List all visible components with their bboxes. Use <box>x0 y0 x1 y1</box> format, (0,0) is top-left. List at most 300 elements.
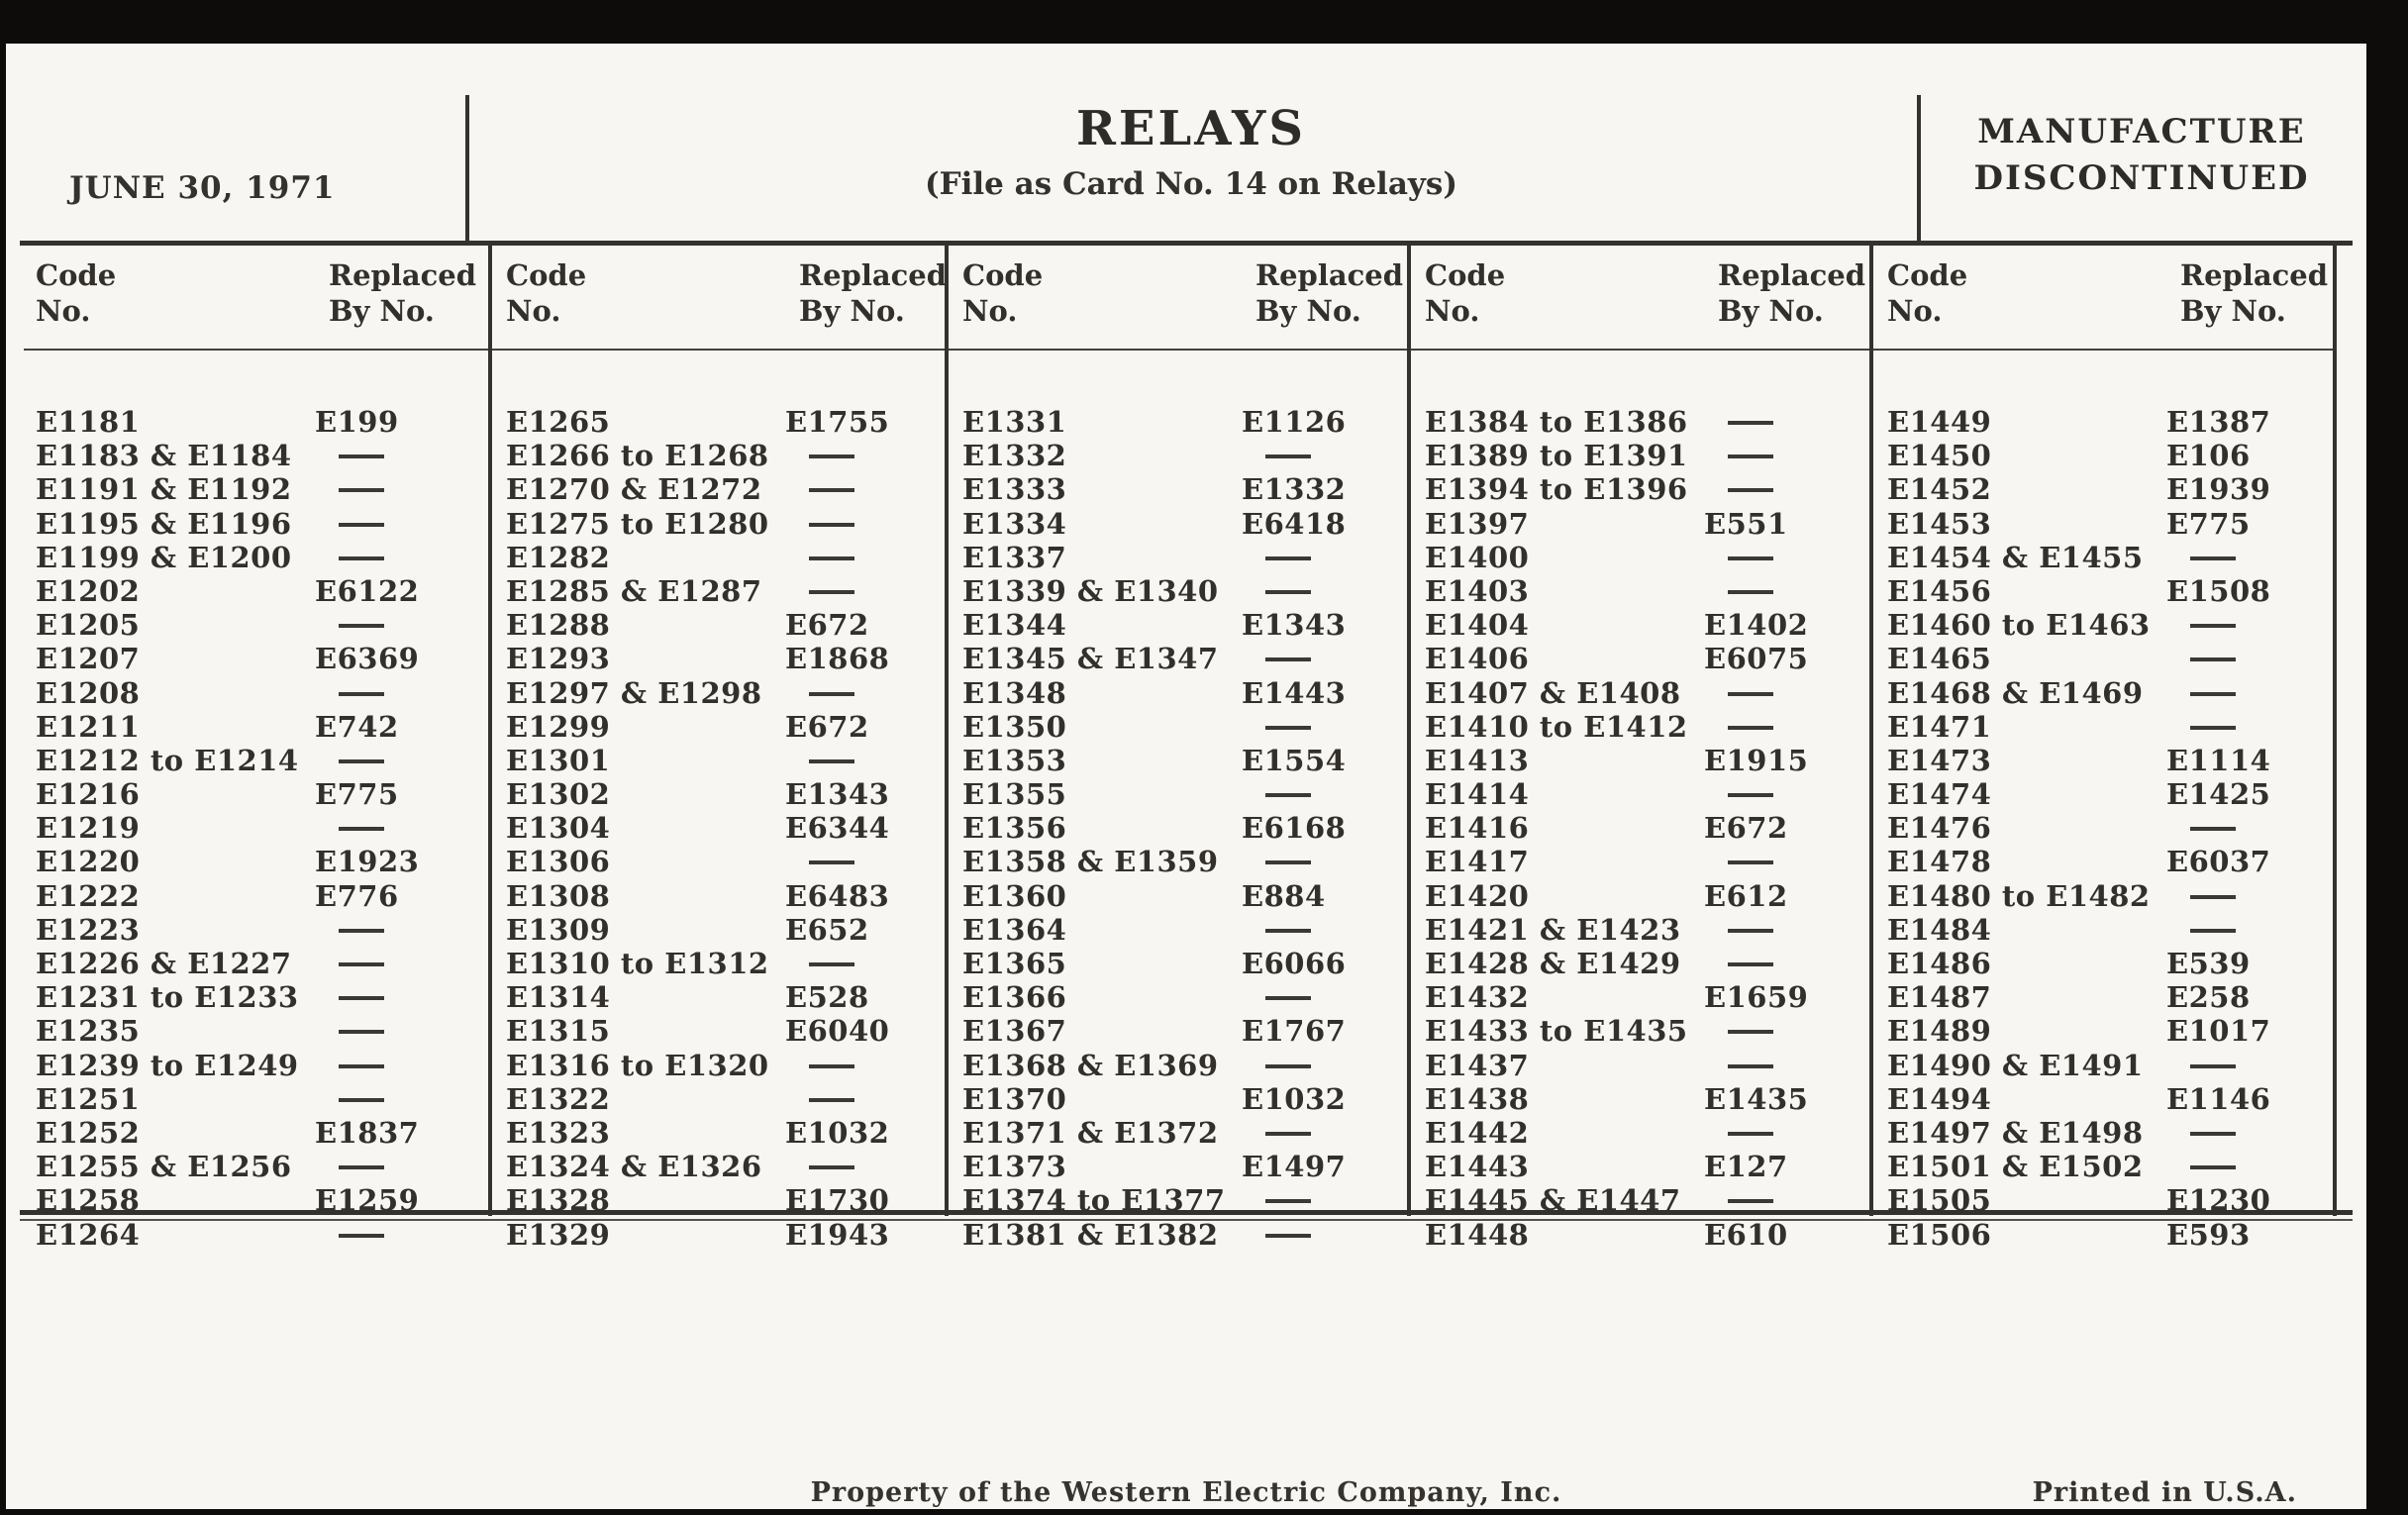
code-no: E1258 <box>36 1183 141 1218</box>
code-no: E1299 <box>506 709 611 744</box>
replaced-by-no: E1146 <box>2166 1081 2271 1116</box>
table-row <box>1425 608 1861 642</box>
table-row <box>36 608 480 642</box>
no-replacement-dash <box>2190 1064 2236 1068</box>
table-row <box>1425 744 1861 777</box>
no-replacement-dash <box>339 929 384 933</box>
code-no: E1314 <box>506 980 611 1015</box>
replaced-by-no <box>1242 980 1311 1014</box>
no-replacement-dash <box>339 827 384 831</box>
replaced-by-no: E1402 <box>1704 608 1809 643</box>
replaced-by-no <box>315 1049 384 1082</box>
table-row <box>506 947 937 980</box>
code-no: E1270 & E1272 <box>506 472 762 507</box>
table-row <box>1425 405 1861 439</box>
code-no: E1365 <box>962 947 1067 980</box>
no-replacement-dash <box>339 454 384 458</box>
no-replacement-dash <box>1265 1234 1311 1238</box>
table-row <box>1887 710 2325 744</box>
replaced-by-no: E1114 <box>2166 743 2271 777</box>
replaced-by-no <box>315 472 384 506</box>
table-row <box>36 507 480 541</box>
replaced-by-header: Replaced By No. <box>1255 258 1404 328</box>
table-row <box>506 1049 937 1082</box>
no-replacement-dash <box>809 860 854 864</box>
replaced-by-no <box>315 676 384 710</box>
code-no: E1465 <box>1887 642 1992 676</box>
status-line-2: DISCONTINUED <box>1973 158 2310 198</box>
no-replacement-dash <box>1265 590 1311 594</box>
no-replacement-dash <box>1265 793 1311 797</box>
replaced-by-no: E1943 <box>785 1217 890 1252</box>
no-replacement-dash <box>1728 1064 1773 1068</box>
no-replacement-dash <box>339 1064 384 1068</box>
code-no: E1216 <box>36 777 141 812</box>
code-no: E1285 & E1287 <box>506 573 762 608</box>
code-no: E1421 & E1423 <box>1425 912 1681 947</box>
replaced-by-no <box>785 507 854 541</box>
table-row <box>962 1082 1399 1116</box>
code-no: E1334 <box>962 506 1067 541</box>
replaced-by-no: E1230 <box>2166 1183 2271 1218</box>
table-row <box>1425 676 1861 710</box>
table-row <box>1887 676 2325 710</box>
replaced-by-no <box>785 439 854 472</box>
replaced-by-no <box>1704 676 1773 710</box>
replaced-by-no: E612 <box>1704 878 1788 913</box>
code-no: E1381 & E1382 <box>962 1217 1219 1252</box>
replaced-by-header: Replaced By No. <box>329 258 477 328</box>
table-row <box>36 947 480 980</box>
code-no: E1473 <box>1887 743 1992 777</box>
table-row <box>1887 913 2325 947</box>
table-row <box>962 947 1399 980</box>
replaced-by-no <box>2166 541 2236 574</box>
table-row <box>506 1082 937 1116</box>
replaced-by-no: E1767 <box>1242 1014 1347 1049</box>
code-no: E1331 <box>962 405 1067 439</box>
code-no: E1501 & E1502 <box>1887 1150 2144 1184</box>
replaced-by-no: E672 <box>785 608 869 643</box>
code-no: E1407 & E1408 <box>1425 675 1681 710</box>
replaced-by-no: E551 <box>1704 506 1788 541</box>
table-row <box>36 1150 480 1183</box>
code-no: E1315 <box>506 1014 611 1049</box>
code-no: E1251 <box>36 1081 141 1116</box>
code-no: E1487 <box>1887 980 1992 1015</box>
replaced-by-no: E1508 <box>2166 573 2271 608</box>
table-row <box>1425 1150 1861 1183</box>
code-no: E1443 <box>1425 1150 1530 1184</box>
replaced-by-no <box>785 676 854 710</box>
replaced-by-no: E776 <box>315 878 399 913</box>
replaced-by-no: E884 <box>1242 878 1326 913</box>
table-row <box>36 1049 480 1082</box>
replaced-by-no: E6040 <box>785 1014 890 1049</box>
replaced-by-no <box>2166 676 2236 710</box>
replaced-by-no: E1923 <box>315 845 420 879</box>
table-row <box>506 879 937 913</box>
table-column-3 <box>949 241 1404 1252</box>
replaced-by-no <box>1242 541 1311 574</box>
replaced-by-no <box>1704 439 1773 472</box>
table-row <box>1887 845 2325 878</box>
table-row <box>1887 1014 2325 1048</box>
table-row <box>1425 1218 1861 1252</box>
table-row <box>1425 777 1861 811</box>
table-row <box>1887 1183 2325 1217</box>
replaced-by-no: E1837 <box>315 1115 420 1150</box>
no-replacement-dash <box>1265 1132 1311 1136</box>
code-no: E1374 to E1377 <box>962 1183 1226 1218</box>
no-replacement-dash <box>809 1098 854 1102</box>
replaced-by-no <box>1704 913 1773 947</box>
replaced-by-no <box>315 1218 384 1252</box>
replaced-by-no: E6168 <box>1242 811 1347 846</box>
code-no: E1497 & E1498 <box>1887 1115 2144 1150</box>
replaced-by-no <box>315 811 384 845</box>
code-no-header: Code No. <box>36 258 117 328</box>
table-row <box>36 980 480 1014</box>
no-replacement-dash <box>339 692 384 696</box>
replaced-by-no <box>1704 947 1773 980</box>
replaced-by-no <box>785 744 854 777</box>
replaced-by-no: E672 <box>785 709 869 744</box>
code-no: E1358 & E1359 <box>962 845 1219 879</box>
code-no: E1489 <box>1887 1014 1992 1049</box>
table-row <box>1887 1150 2325 1183</box>
replaced-by-no: E1425 <box>2166 777 2271 812</box>
code-no: E1199 & E1200 <box>36 540 292 574</box>
code-no: E1353 <box>962 743 1067 777</box>
code-no: E1266 to E1268 <box>506 439 769 473</box>
no-replacement-dash <box>1728 590 1773 594</box>
code-no: E1222 <box>36 878 141 913</box>
code-no: E1403 <box>1425 573 1530 608</box>
no-replacement-dash <box>1265 860 1311 864</box>
code-no: E1506 <box>1887 1217 1992 1252</box>
no-replacement-dash <box>809 556 854 560</box>
table-row <box>506 777 937 811</box>
table-row <box>36 744 480 777</box>
no-replacement-dash <box>809 523 854 527</box>
table-row <box>962 541 1399 574</box>
code-no: E1484 <box>1887 912 1992 947</box>
table-column-2 <box>492 241 948 1252</box>
no-replacement-dash <box>1265 726 1311 730</box>
replaced-by-no <box>1704 845 1773 878</box>
table-row <box>36 405 480 439</box>
code-no: E1195 & E1196 <box>36 506 292 541</box>
table-row <box>1425 845 1861 878</box>
replaced-by-no <box>315 439 384 472</box>
status-label <box>1917 109 2366 202</box>
code-no: E1220 <box>36 845 141 879</box>
replaced-by-no: E610 <box>1704 1217 1788 1252</box>
code-no: E1505 <box>1887 1183 1992 1218</box>
no-replacement-dash <box>2190 895 2236 899</box>
replaced-by-header: Replaced By No. <box>799 258 948 328</box>
table-row <box>1887 608 2325 642</box>
no-replacement-dash <box>1728 488 1773 492</box>
replaced-by-no: E6122 <box>315 573 420 608</box>
table-row <box>962 472 1399 506</box>
replaced-by-no: E1915 <box>1704 743 1809 777</box>
table-row <box>962 1014 1399 1048</box>
replaced-by-no <box>2166 879 2236 913</box>
no-replacement-dash <box>1728 1030 1773 1034</box>
replaced-by-no: E6418 <box>1242 506 1347 541</box>
replaced-by-no <box>315 1014 384 1048</box>
replaced-by-no: E1032 <box>1242 1081 1347 1116</box>
replaced-by-no: E539 <box>2166 947 2251 980</box>
replaced-by-no: E1343 <box>1242 608 1347 643</box>
code-no: E1293 <box>506 642 611 676</box>
code-no: E1368 & E1369 <box>962 1048 1219 1082</box>
no-replacement-dash <box>1728 793 1773 797</box>
code-no: E1480 to E1482 <box>1887 878 2151 913</box>
table-row <box>506 744 937 777</box>
replaced-by-no <box>785 1049 854 1082</box>
replaced-by-no <box>315 507 384 541</box>
table-row <box>506 472 937 506</box>
code-no: E1329 <box>506 1217 611 1252</box>
replaced-by-no <box>785 845 854 878</box>
no-replacement-dash <box>1728 421 1773 425</box>
code-no: E1339 & E1340 <box>962 573 1219 608</box>
code-no: E1191 & E1192 <box>36 472 292 507</box>
table-row <box>36 541 480 574</box>
title-block <box>465 101 1917 202</box>
no-replacement-dash <box>809 759 854 763</box>
code-no: E1355 <box>962 777 1067 812</box>
table-row <box>506 1183 937 1217</box>
replaced-by-no <box>1242 1183 1311 1217</box>
table-row <box>1425 472 1861 506</box>
no-replacement-dash <box>1265 929 1311 933</box>
replaced-by-no: E672 <box>1704 811 1788 846</box>
code-no: E1345 & E1347 <box>962 642 1219 676</box>
table-row <box>1887 777 2325 811</box>
code-no: E1417 <box>1425 845 1530 879</box>
replaced-by-no <box>315 1082 384 1116</box>
table-row <box>36 574 480 608</box>
code-no: E1265 <box>506 405 611 439</box>
no-replacement-dash <box>809 590 854 594</box>
code-no: E1410 to E1412 <box>1425 709 1688 744</box>
no-replacement-dash <box>1265 1199 1311 1203</box>
code-no: E1239 to E1249 <box>36 1048 299 1082</box>
table-row <box>506 507 937 541</box>
replaced-by-no <box>2166 608 2236 642</box>
table-row <box>506 541 937 574</box>
code-no: E1212 to E1214 <box>36 743 299 777</box>
table-row <box>1425 1183 1861 1217</box>
table-row <box>36 913 480 947</box>
code-no: E1420 <box>1425 878 1530 913</box>
table-row <box>1425 710 1861 744</box>
code-no: E1471 <box>1887 709 1992 744</box>
table-row <box>1425 980 1861 1014</box>
code-no: E1275 to E1280 <box>506 506 769 541</box>
table-row <box>36 676 480 710</box>
code-no: E1428 & E1429 <box>1425 947 1681 980</box>
replaced-by-no <box>315 541 384 574</box>
replaced-by-no: E1343 <box>785 777 890 812</box>
no-replacement-dash <box>339 759 384 763</box>
no-replacement-dash <box>2190 692 2236 696</box>
code-no: E1468 & E1469 <box>1887 675 2144 710</box>
replaced-by-no: E199 <box>315 405 399 439</box>
table-row <box>1425 439 1861 472</box>
code-no: E1308 <box>506 878 611 913</box>
code-no: E1332 <box>962 439 1067 473</box>
code-no: E1389 to E1391 <box>1425 439 1688 473</box>
replaced-by-no <box>1704 405 1773 439</box>
code-no: E1400 <box>1425 540 1530 574</box>
code-no: E1373 <box>962 1150 1067 1184</box>
replaced-by-header: Replaced By No. <box>2180 258 2329 328</box>
table-row <box>1887 811 2325 845</box>
code-no: E1350 <box>962 709 1067 744</box>
replaced-by-no: E1497 <box>1242 1150 1347 1184</box>
table-row <box>506 980 937 1014</box>
table-row <box>962 811 1399 845</box>
no-replacement-dash <box>339 1030 384 1034</box>
replaced-by-no <box>1242 777 1311 811</box>
replaced-by-no: E6483 <box>785 878 890 913</box>
table-row <box>1425 1082 1861 1116</box>
no-replacement-dash <box>2190 1132 2236 1136</box>
no-replacement-dash <box>339 523 384 527</box>
code-no: E1310 to E1312 <box>506 947 769 980</box>
no-replacement-dash <box>1728 726 1773 730</box>
no-replacement-dash <box>2190 624 2236 628</box>
table-row <box>962 405 1399 439</box>
table-row <box>962 676 1399 710</box>
table-row <box>506 811 937 845</box>
code-no: E1202 <box>36 573 141 608</box>
code-no: E1360 <box>962 878 1067 913</box>
table-row <box>1887 507 2325 541</box>
replaced-by-no <box>785 1150 854 1183</box>
replaced-by-no: E1868 <box>785 642 890 676</box>
replaced-by-no: E775 <box>2166 506 2251 541</box>
code-no: E1208 <box>36 675 141 710</box>
code-no: E1282 <box>506 540 611 574</box>
table-row <box>506 1150 937 1183</box>
code-no: E1394 to E1396 <box>1425 472 1688 507</box>
table-row <box>506 642 937 675</box>
table-row <box>1425 879 1861 913</box>
no-replacement-dash <box>1728 692 1773 696</box>
no-replacement-dash <box>1728 1199 1773 1203</box>
code-no: E1456 <box>1887 573 1992 608</box>
no-replacement-dash <box>339 556 384 560</box>
table-row <box>1887 879 2325 913</box>
table-row <box>962 845 1399 878</box>
code-no: E1323 <box>506 1115 611 1150</box>
table-row <box>506 1116 937 1150</box>
replaced-by-no <box>2166 913 2236 947</box>
table-row <box>1887 947 2325 980</box>
no-replacement-dash <box>1728 556 1773 560</box>
code-no: E1306 <box>506 845 611 879</box>
replaced-by-no <box>1242 642 1311 675</box>
no-replacement-dash <box>2190 726 2236 730</box>
replaced-by-no: E127 <box>1704 1150 1788 1184</box>
column-rows <box>962 405 1399 1252</box>
no-replacement-dash <box>2190 827 2236 831</box>
code-no: E1454 & E1455 <box>1887 540 2144 574</box>
replaced-by-no <box>315 744 384 777</box>
no-replacement-dash <box>339 962 384 966</box>
replaced-by-no <box>1242 1218 1311 1252</box>
table-row <box>1425 541 1861 574</box>
table-row <box>1425 947 1861 980</box>
code-no: E1490 & E1491 <box>1887 1048 2144 1082</box>
replaced-by-no <box>1704 1116 1773 1150</box>
table-row <box>962 574 1399 608</box>
table-row <box>962 642 1399 675</box>
replaced-by-no <box>1242 1049 1311 1082</box>
code-no: E1370 <box>962 1081 1067 1116</box>
table-row <box>1425 1116 1861 1150</box>
replaced-by-no <box>315 913 384 947</box>
code-no: E1478 <box>1887 845 1992 879</box>
replaced-by-no: E1259 <box>315 1183 420 1218</box>
no-replacement-dash <box>1728 1132 1773 1136</box>
code-no: E1252 <box>36 1115 141 1150</box>
replaced-by-no <box>1242 845 1311 878</box>
table-row <box>506 710 937 744</box>
table-row <box>1887 744 2325 777</box>
status-line-1: MANUFACTURE <box>1977 112 2306 152</box>
replaced-by-no: E1443 <box>1242 675 1347 710</box>
code-no: E1316 to E1320 <box>506 1048 769 1082</box>
no-replacement-dash <box>339 1098 384 1102</box>
replaced-by-no: E528 <box>785 980 869 1015</box>
replaced-by-no <box>315 608 384 642</box>
no-replacement-dash <box>339 624 384 628</box>
table-row <box>36 1218 480 1252</box>
table-row <box>1425 507 1861 541</box>
table-row <box>1425 913 1861 947</box>
replaced-by-no: E1554 <box>1242 743 1347 777</box>
table-row <box>1887 1218 2325 1252</box>
replaced-by-no: E1332 <box>1242 472 1347 507</box>
table-row <box>962 439 1399 472</box>
code-no: E1416 <box>1425 811 1530 846</box>
table-row <box>36 439 480 472</box>
code-no: E1205 <box>36 608 141 643</box>
table-row <box>506 845 937 878</box>
code-no: E1384 to E1386 <box>1425 405 1688 439</box>
table-column-4 <box>1411 241 1866 1252</box>
code-no: E1226 & E1227 <box>36 947 292 980</box>
code-no: E1397 <box>1425 506 1530 541</box>
replaced-by-no: E1755 <box>785 405 890 439</box>
table-row <box>36 879 480 913</box>
table-row <box>962 1218 1399 1252</box>
replaced-by-no <box>2166 710 2236 744</box>
code-no: E1450 <box>1887 439 1992 473</box>
table-row <box>36 845 480 878</box>
code-no: E1406 <box>1425 642 1530 676</box>
no-replacement-dash <box>809 488 854 492</box>
page-subtitle: (File as Card No. 14 on Relays) <box>924 166 1458 202</box>
table-row <box>962 507 1399 541</box>
